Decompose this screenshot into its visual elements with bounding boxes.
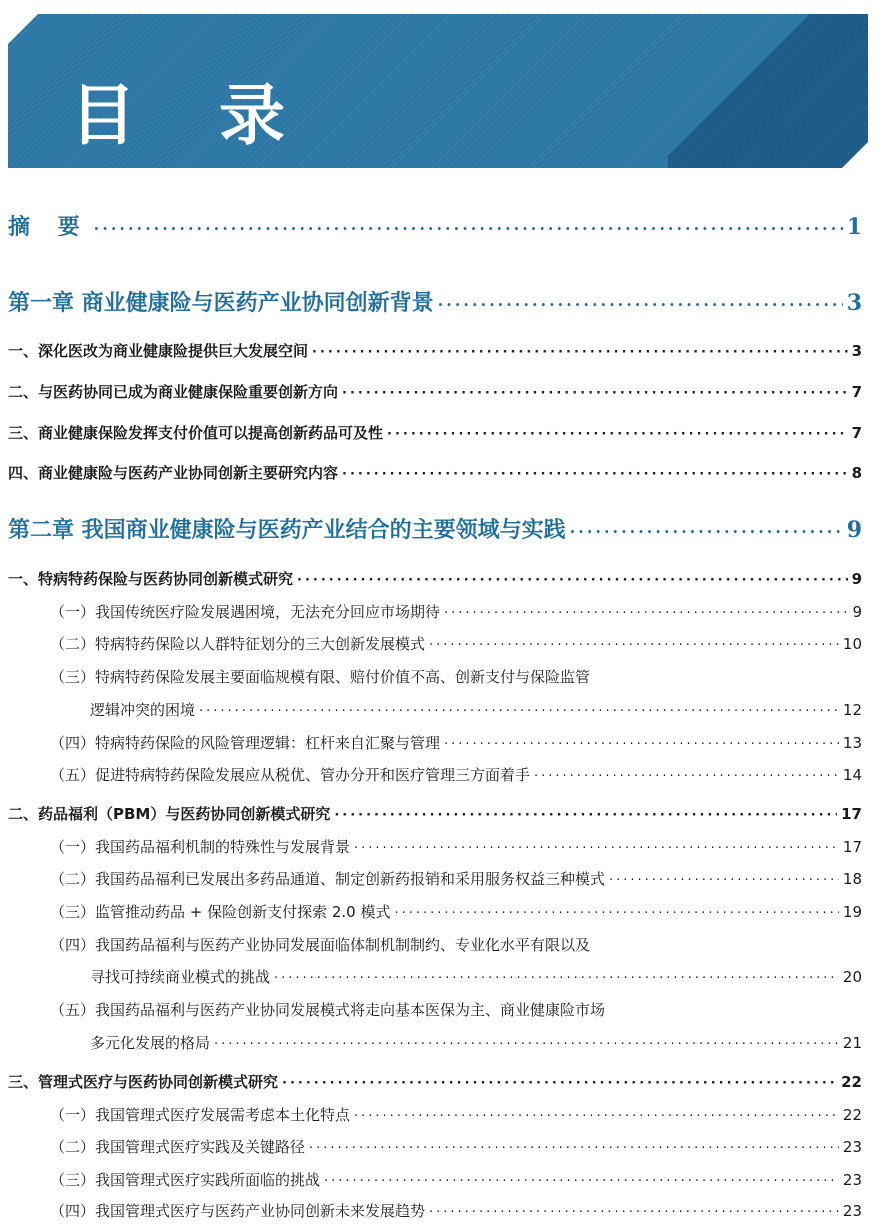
banner-corner-top-left <box>8 14 38 44</box>
toc-entry-title: 一、特病特药保险与医药协同创新模式研究 <box>8 570 294 588</box>
toc-entry-title: 二、与医药协同已成为商业健康保险重要创新方向 <box>8 383 339 401</box>
toc-entry-section[interactable] <box>8 568 862 589</box>
toc-entry-subsection[interactable] <box>8 836 862 857</box>
toc-leader-dots <box>334 808 837 823</box>
toc-page-number: 23 <box>842 1171 862 1189</box>
toc-entry-subsection[interactable] <box>8 1104 862 1125</box>
toc-entry-title: 寻找可持续商业模式的挑战 <box>90 968 271 986</box>
toc-entry-title: 逻辑冲突的困境 <box>90 701 196 719</box>
toc-leader-dots <box>342 386 848 401</box>
toc-entry-chapter-1[interactable] <box>8 286 862 317</box>
toc-entry-subsection[interactable] <box>8 868 862 889</box>
toc-leader-dots <box>342 467 848 482</box>
toc-leader-dots <box>297 573 848 588</box>
toc-entry-title: （三）我国管理式医疗实践所面临的挑战 <box>50 1171 321 1189</box>
toc-entry-title: 摘 要 <box>8 214 90 240</box>
toc-page-number: 7 <box>851 383 862 401</box>
toc-entry-title: （二）我国药品福利已发展出多药品通道、制定创新药报销和采用服务权益三种模式 <box>50 870 606 888</box>
toc-entry-title: （四）我国药品福利与医药产业协同发展面临体制机制制约、专业化水平有限以及 <box>50 936 591 954</box>
toc-entry-title: （五）我国药品福利与医药产业协同发展模式将走向基本医保为主、商业健康险市场 <box>50 1001 606 1019</box>
toc-entry-title: 第二章 我国商业健康险与医药产业结合的主要领域与实践 <box>8 517 566 543</box>
toc-leader-dots <box>395 906 839 921</box>
toc-entry-chapter-2[interactable] <box>8 513 862 544</box>
toc-entry-section[interactable] <box>8 803 862 824</box>
toc-entry-subsection-continued[interactable] <box>90 1032 862 1053</box>
toc-entry-title: （一）我国药品福利机制的特殊性与发展背景 <box>50 838 351 856</box>
toc-entry-subsection[interactable] <box>8 732 862 753</box>
toc-page-number: 22 <box>841 1073 862 1091</box>
toc-entry-title: （一）我国管理式医疗发展需考虑本土化特点 <box>50 1106 351 1124</box>
toc-entry-title: 四、商业健康险与医药产业协同创新主要研究内容 <box>8 464 339 482</box>
toc-entry-subsection[interactable] <box>8 1200 862 1221</box>
toc-leader-dots <box>387 427 848 442</box>
toc-entry-title: （四）特病特药保险的风险管理逻辑：杠杆来自汇聚与管理 <box>50 734 441 752</box>
toc-entry-subsection-continued[interactable] <box>90 966 862 987</box>
toc-leader-dots <box>199 704 839 719</box>
toc-page-number: 18 <box>842 870 862 888</box>
toc-entry-section[interactable] <box>8 381 862 402</box>
toc-leader-dots <box>214 1037 839 1052</box>
toc-leader-dots <box>94 219 843 238</box>
banner-corner-bottom-right <box>842 142 868 168</box>
toc-entry-abstract[interactable] <box>8 210 862 241</box>
toc-entry-subsection[interactable] <box>8 764 862 785</box>
toc-entry-title: （二）特病特药保险以人群特征划分的三大创新发展模式 <box>50 635 426 653</box>
page-title: 目 录 <box>70 76 315 154</box>
toc-entry-subsection-continued[interactable] <box>90 699 862 720</box>
toc-leader-dots <box>438 295 843 314</box>
toc-page-number: 20 <box>842 968 862 986</box>
toc-page-number: 19 <box>842 903 862 921</box>
toc-leader-dots <box>609 873 839 888</box>
toc-entry-subsection[interactable] <box>8 666 862 687</box>
toc-banner <box>8 14 868 168</box>
toc-entry-subsection[interactable] <box>8 999 862 1020</box>
toc-entry-title: （四）我国管理式医疗与医药产业协同创新未来发展趋势 <box>50 1202 426 1220</box>
toc-entry-title: （三）特病特药保险发展主要面临规模有限、赔付价值不高、创新支付与保险监管 <box>50 668 591 686</box>
toc-page-number: 8 <box>851 464 862 482</box>
toc-page-number: 17 <box>842 838 862 856</box>
toc-entry-subsection[interactable] <box>8 901 862 922</box>
toc-entry-title: （三）监管推动药品 + 保险创新支付探索 2.0 模式 <box>50 903 391 921</box>
toc-page-number: 21 <box>842 1034 862 1052</box>
toc-entry-subsection[interactable] <box>8 934 862 955</box>
toc-leader-dots <box>429 638 839 653</box>
toc-leader-dots <box>534 769 839 784</box>
toc-entry-section[interactable] <box>8 340 862 361</box>
toc-leader-dots <box>354 841 839 856</box>
toc-entry-subsection[interactable] <box>8 601 862 622</box>
toc-entry-title: 第一章 商业健康险与医药产业协同创新背景 <box>8 290 434 316</box>
toc-page-number: 9 <box>846 517 862 543</box>
toc-page-number: 3 <box>851 342 862 360</box>
toc-page-number: 12 <box>842 701 862 719</box>
toc-entry-title: 三、管理式医疗与医药协同创新模式研究 <box>8 1073 279 1091</box>
toc-entry-title: （五）促进特病特药保险发展应从税优、管办分开和医疗管理三方面着手 <box>50 766 531 784</box>
toc-page-number: 7 <box>851 424 862 442</box>
toc-page-number: 13 <box>842 734 862 752</box>
toc-entry-section[interactable] <box>8 462 862 483</box>
toc-entry-subsection[interactable] <box>8 633 862 654</box>
toc-leader-dots <box>274 971 839 986</box>
toc-entry-title: 三、商业健康保险发挥支付价值可以提高创新药品可及性 <box>8 424 384 442</box>
toc-entry-title: 一、深化医改为商业健康险提供巨大发展空间 <box>8 342 309 360</box>
banner-shade <box>668 14 868 168</box>
toc-entry-title: 二、药品福利（PBM）与医药协同创新模式研究 <box>8 805 331 823</box>
toc-leader-dots <box>324 1174 839 1189</box>
toc-page-number: 14 <box>842 766 862 784</box>
toc-leader-dots <box>309 1141 839 1156</box>
toc-page-number: 9 <box>851 570 862 588</box>
toc-leader-dots <box>570 522 843 541</box>
toc-leader-dots <box>312 345 848 360</box>
toc-entry-title: 多元化发展的格局 <box>90 1034 211 1052</box>
toc-page-number: 23 <box>842 1202 862 1220</box>
toc-page-number: 9 <box>852 603 862 621</box>
toc-page-number: 23 <box>842 1138 862 1156</box>
toc-entry-title: （二）我国管理式医疗实践及关键路径 <box>50 1138 306 1156</box>
toc-page-number: 22 <box>842 1106 862 1124</box>
toc-entry-subsection[interactable] <box>8 1136 862 1157</box>
toc-leader-dots <box>444 606 848 621</box>
toc-page-number: 1 <box>846 214 862 240</box>
toc-page-number: 10 <box>842 635 862 653</box>
toc-entry-title: （一）我国传统医疗险发展遇困境，无法充分回应市场期待 <box>50 603 441 621</box>
toc-page-number: 3 <box>846 290 862 316</box>
toc-leader-dots <box>354 1109 839 1124</box>
toc-leader-dots <box>429 1205 839 1220</box>
toc-entry-subsection[interactable] <box>8 1169 862 1190</box>
toc-entry-section[interactable] <box>8 422 862 443</box>
toc-entry-section[interactable] <box>8 1071 862 1092</box>
toc-page-number: 17 <box>841 805 862 823</box>
toc-leader-dots <box>444 737 839 752</box>
toc-leader-dots <box>282 1076 837 1091</box>
